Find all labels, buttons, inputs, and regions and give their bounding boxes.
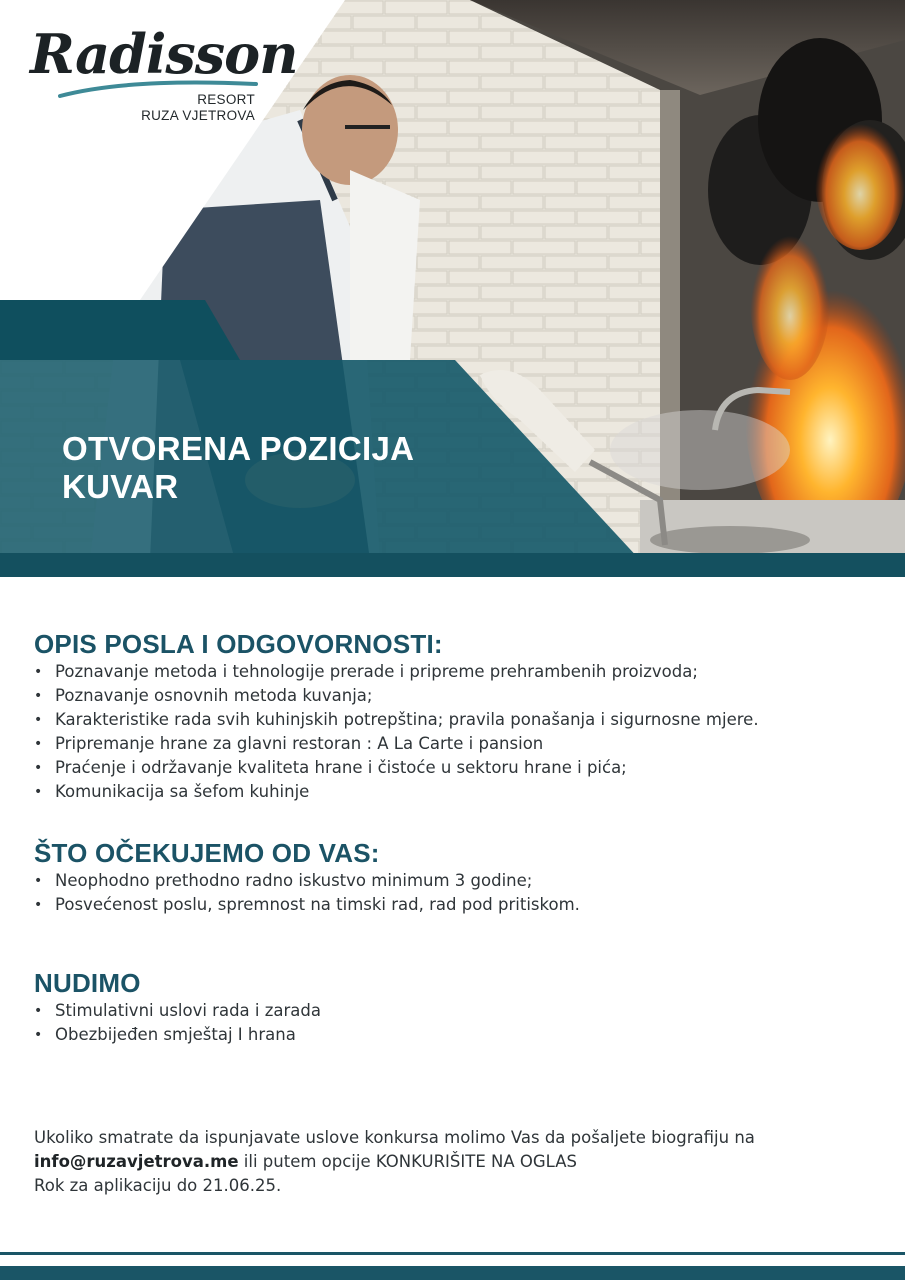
job-title xyxy=(62,430,414,506)
logo-swoosh-icon xyxy=(58,74,258,104)
list-item: • Poznavanje osnovnih metoda kuvanja; xyxy=(34,684,874,708)
job-description xyxy=(34,628,874,1047)
instructions-line1: Ukoliko smatrate da ispunjavate uslove konkursa molimo Vas da pošaljete biografiju na xyxy=(34,1128,755,1147)
list-item: • Poznavanje metoda i tehnologije prerade i pripreme prehrambenih proizvoda; xyxy=(34,660,874,684)
list-item: • Pripremanje hrane za glavni restoran : A La Carte i pansion xyxy=(34,732,874,756)
list-item: • Posvećenost poslu, spremnost na timski rad, rad pod pritiskom. xyxy=(34,893,874,917)
bullet-icon: • xyxy=(34,1003,43,1019)
list-item: • Obezbijeđen smještaj I hrana xyxy=(34,1023,874,1047)
list-item: • Stimulativni uslovi rada i zarada xyxy=(34,999,874,1023)
section-responsibilities xyxy=(34,628,874,804)
section-requirements xyxy=(34,837,874,917)
email-link[interactable]: info@ruzavjetrova.me xyxy=(34,1152,239,1171)
footer-divider xyxy=(0,1252,905,1255)
list-item: • Neophodno prethodno radno iskustvo minimum 3 godine; xyxy=(34,869,874,893)
job-title-line1: OTVORENA POZICIJA xyxy=(62,430,415,467)
requirements-list xyxy=(34,869,874,917)
bullet-icon: • xyxy=(34,873,43,889)
section-heading: NUDIMO xyxy=(34,968,141,998)
bullet-icon: • xyxy=(34,1027,43,1043)
application-deadline: Rok za aplikaciju do 21.06.25. xyxy=(34,1176,282,1195)
instructions-line2-rest: ili putem opcije KONKURIŠITE NA OGLAS xyxy=(238,1152,577,1171)
list-item: • Komunikacija sa šefom kuhinje xyxy=(34,780,874,804)
bullet-icon: • xyxy=(34,664,43,680)
logo-wordmark: Radisson xyxy=(30,22,298,86)
offer-list xyxy=(34,999,874,1047)
list-item: • Praćenje i održavanje kvaliteta hrane i čistoće u sektoru hrane i pića; xyxy=(34,756,874,780)
bullet-icon: • xyxy=(34,897,43,913)
section-heading: ŠTO OČEKUJEMO OD VAS: xyxy=(34,838,380,868)
hero-bottom-strip xyxy=(0,553,905,577)
application-instructions xyxy=(34,1126,874,1198)
section-offer xyxy=(34,967,874,1047)
bullet-icon: • xyxy=(34,712,43,728)
logo-line-resort: RESORT xyxy=(197,92,255,107)
bullet-icon: • xyxy=(34,736,43,752)
list-item: • Karakteristike rada svih kuhinjskih potrepština; pravila ponašanja i sigurnosne mjere. xyxy=(34,708,874,732)
responsibilities-list xyxy=(34,660,874,804)
footer-bar xyxy=(0,1266,905,1280)
instructions-line2 xyxy=(34,1150,874,1174)
job-title-line2: KUVAR xyxy=(62,468,179,505)
bullet-icon: • xyxy=(34,760,43,776)
radisson-logo xyxy=(30,22,298,123)
bullet-icon: • xyxy=(34,784,43,800)
logo-line-name: RUZA VJETROVA xyxy=(141,108,255,123)
section-heading: OPIS POSLA I ODGOVORNOSTI: xyxy=(34,629,443,659)
hero-banner xyxy=(0,0,905,577)
bullet-icon: • xyxy=(34,688,43,704)
